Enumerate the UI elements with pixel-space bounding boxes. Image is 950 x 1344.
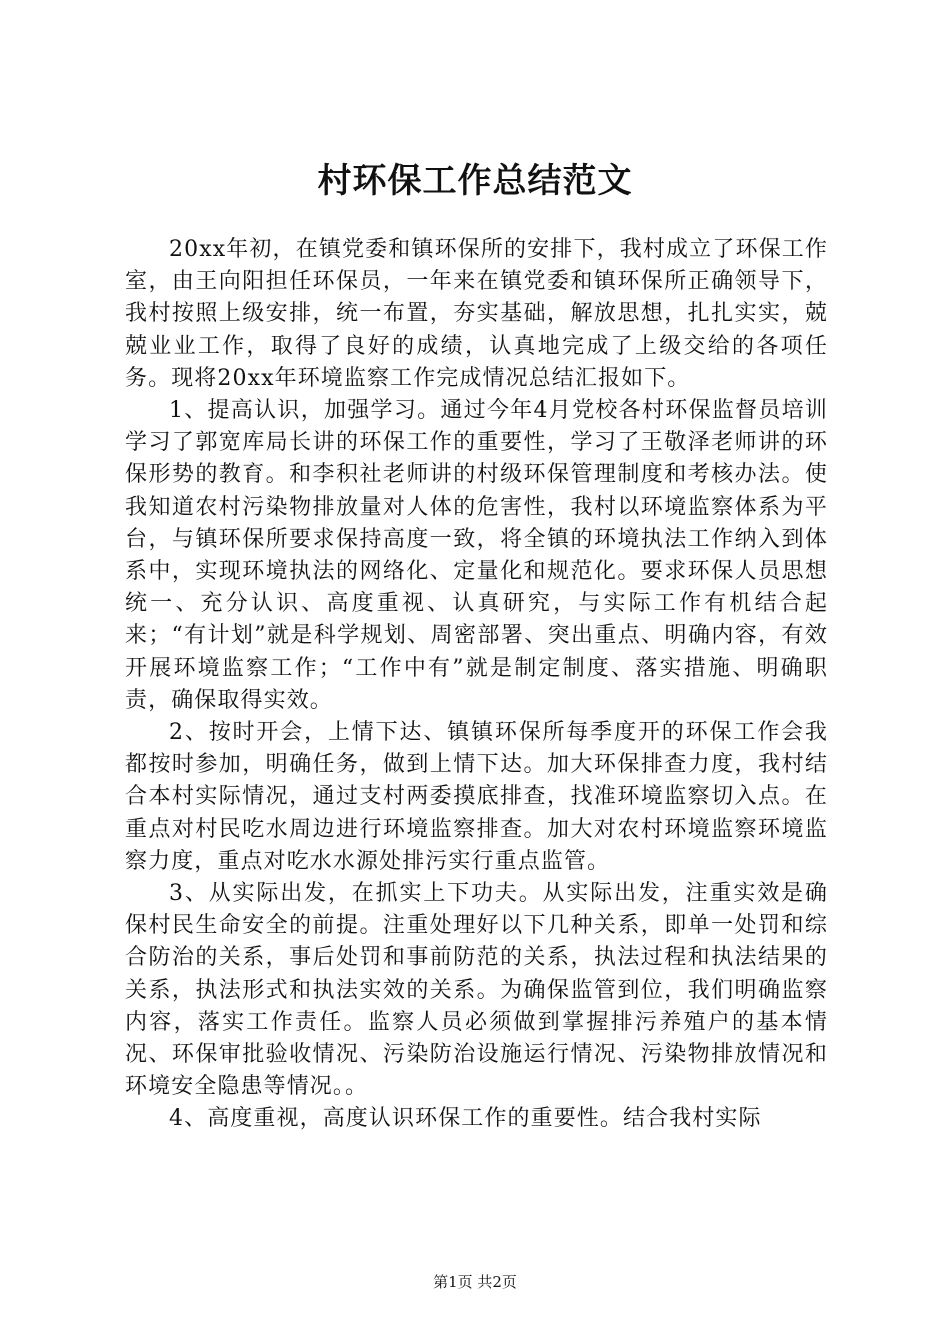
paragraph-item-3: 3、从实际出发，在抓实上下功夫。从实际出发，注重实效是确保村民生命安全的前提。注重处理好以下几种关系，即单一处罚和综合防治的关系，事后处罚和事前防范的关系，执法过程和执法结果的关系，执法形式和执法实效的关系。为确保监管到位，我们明确监察内容，落实工作责任。监察人员必须做到掌握排污养殖户的基本情况、环保审批验收情况、污染防治设施运行情况、污染物排放情况和环境安全隐患等情况。。	[125, 881, 828, 1100]
page-number: 第1页 共2页	[433, 1273, 517, 1291]
paragraph-item-4: 4、高度重视，高度认识环保工作的重要性。结合我村实际	[169, 1106, 762, 1132]
paragraph-item-2: 2、按时开会，上情下达、镇镇环保所每季度开的环保工作会我都按时参加，明确任务，做到上情下达。加大环保排查力度，我村结合本村实际情况，通过支村两委摸底排查，找准环境监察切入点。在重点对村民吃水周边进行环境监察排查。加大对农村环境监察环境监察力度，重点对吃水水源处排污实行重点监管。	[125, 720, 828, 874]
paragraph-intro: 20xx年初，在镇党委和镇环保所的安排下，我村成立了环保工作室，由王向阳担任环保员，一年来在镇党委和镇环保所正确领导下，我村按照上级安排，统一布置，夯实基础，解放思想，扎扎实实，兢兢业业工作，取得了良好的成绩，认真地完成了上级交给的各项任务。现将20xx年环境监察工作完成情况总结汇报如下。	[125, 237, 828, 391]
document-body	[125, 234, 828, 1136]
document-title: 村环保工作总结范文	[317, 161, 633, 201]
paragraph-item-1: 1、提高认识，加强学习。通过今年4月党校各村环保监督员培训学习了郭宽库局长讲的环保工作的重要性，学习了王敬泽老师讲的环保形势的教育。和李积社老师讲的村级环保管理制度和考核办法。使我知道农村污染物排放量对人体的危害性，我村以环境监察体系为平台，与镇环保所要求保持高度一致，将全镇的环境执法工作纳入到体系中，实现环境执法的网络化、定量化和规范化。要求环保人员思想统一、充分认识、高度重视、认真研究，与实际工作有机结合起来；“有计划”就是科学规划、周密部署、突出重点、明确内容，有效开展环境监察工作；“工作中有”就是制定制度、落实措施、明确职责，确保取得实效。	[125, 398, 828, 713]
page-footer	[0, 1272, 950, 1292]
